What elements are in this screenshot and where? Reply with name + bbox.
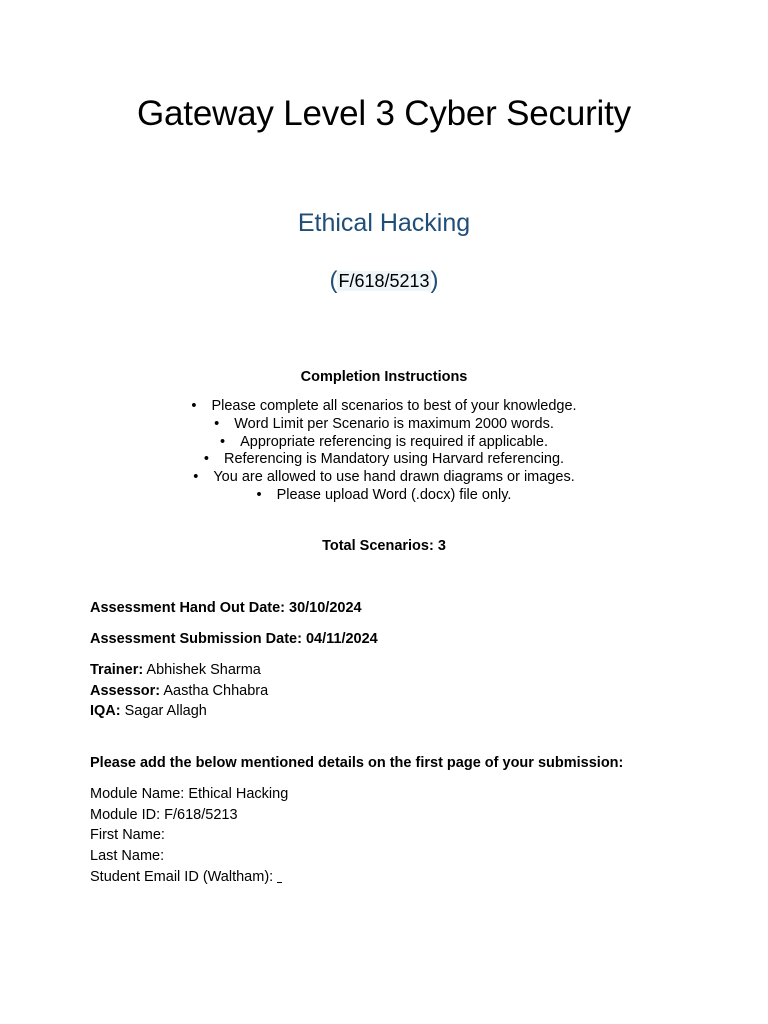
assessor-label: Assessor:: [90, 682, 161, 699]
trainer-line: [90, 660, 268, 681]
submission-details-block: [90, 784, 288, 888]
close-paren: ): [430, 267, 439, 294]
submission-date: Assessment Submission Date: 04/11/2024: [90, 631, 378, 647]
student-email-label: Student Email ID (Waltham):: [90, 868, 274, 885]
list-item: [0, 434, 768, 452]
list-item-text: Please complete all scenarios to best of your knowledge.: [211, 398, 577, 414]
module-title: Ethical Hacking: [297, 209, 471, 237]
module-id-line: Module ID: F/618/5213: [90, 806, 238, 823]
bullet-icon: •: [203, 451, 209, 468]
list-item-text: Word Limit per Scenario is maximum 2000 words.: [234, 415, 554, 432]
trainer-name: Abhishek Sharma: [146, 662, 261, 678]
list-item-text: Please upload Word (.docx) file only.: [276, 486, 512, 503]
staff-block: [90, 660, 268, 722]
document-title: Gateway Level 3 Cyber Security: [137, 94, 631, 133]
open-paren: (: [329, 267, 338, 294]
list-item-text: You are allowed to use hand drawn diagrams or images.: [213, 469, 575, 486]
module-code: F/618/5213: [338, 271, 430, 291]
bullet-icon: •: [256, 486, 262, 503]
assessor-name: Aastha Chhabra: [163, 682, 269, 699]
iqa-label: IQA:: [90, 703, 121, 720]
hand-out-date: Assessment Hand Out Date: 30/10/2024: [90, 600, 362, 616]
list-item: [0, 451, 768, 469]
total-scenarios: Total Scenarios: 3: [322, 538, 446, 554]
list-item-text: Referencing is Mandatory using Harvard referencing.: [223, 451, 565, 468]
list-item: [0, 469, 768, 487]
list-item-text: Appropriate referencing is required if applicable.: [240, 433, 548, 450]
student-email-line: [90, 867, 288, 888]
completion-instructions-heading: Completion Instructions: [300, 369, 468, 385]
bullet-icon: •: [193, 469, 199, 486]
iqa-name: Sagar Allagh: [124, 703, 207, 720]
list-item: [0, 416, 768, 434]
bullet-icon: •: [214, 415, 220, 432]
last-name-line: Last Name:: [90, 848, 165, 865]
student-email-blank: [277, 869, 282, 883]
module-name-line: Module Name: Ethical Hacking: [90, 786, 289, 802]
bullet-icon: •: [191, 398, 197, 414]
list-item: [0, 398, 768, 416]
first-name-line: First Name:: [90, 827, 165, 844]
list-item: [0, 487, 768, 505]
instructions-list: [0, 398, 768, 505]
iqa-line: [90, 701, 268, 722]
submission-details-heading: Please add the below mentioned details on the first page of your submission:: [90, 755, 624, 771]
trainer-label: Trainer:: [90, 662, 144, 678]
module-code-line: [0, 266, 768, 296]
bullet-icon: •: [220, 433, 226, 450]
assessor-line: [90, 681, 268, 702]
